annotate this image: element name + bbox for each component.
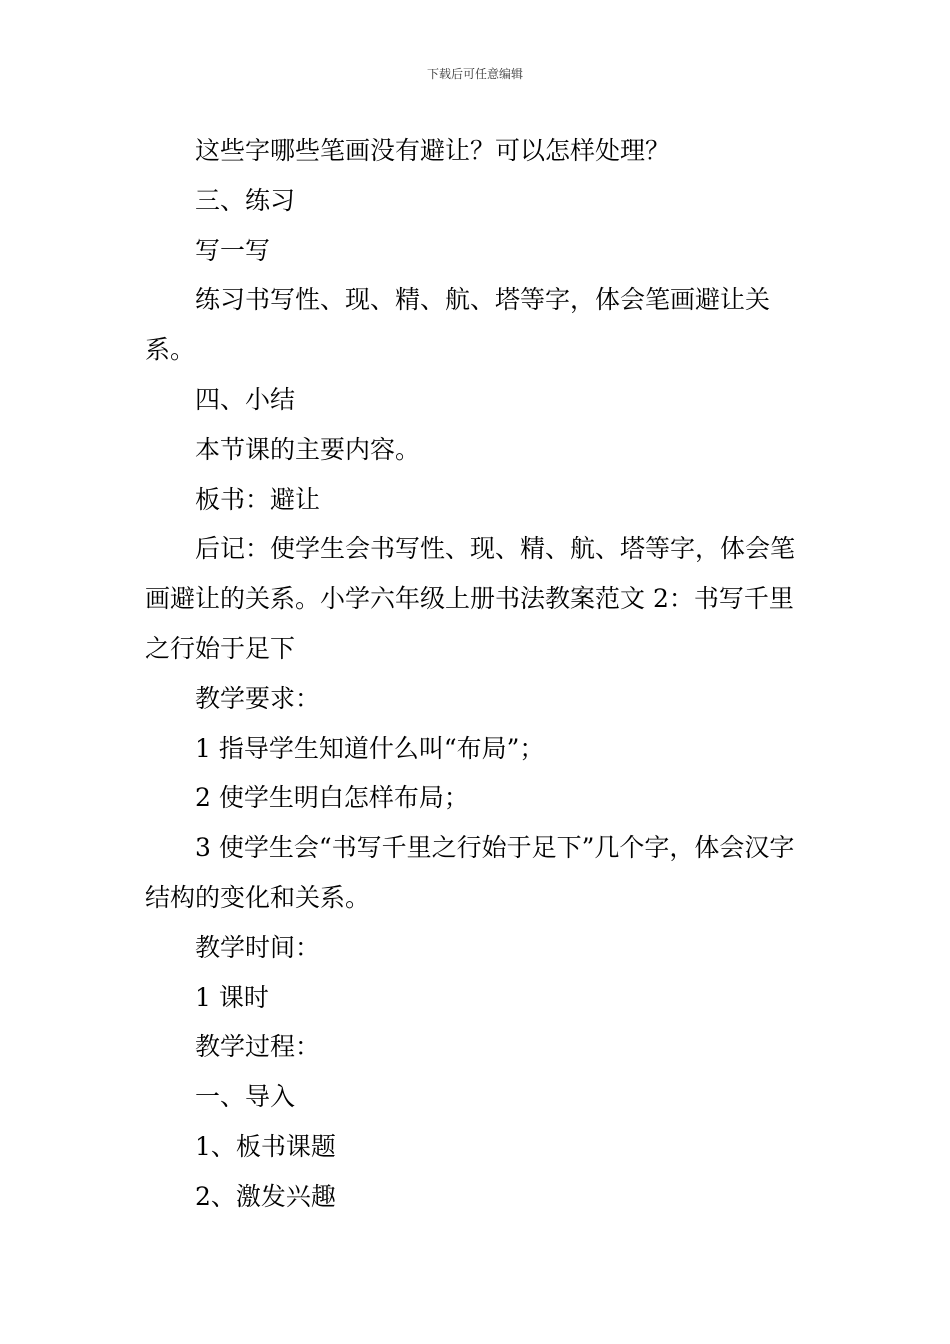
- list-item: 1 指导学生知道什么叫“布局”；: [195, 733, 545, 763]
- paragraph: 本节课的主要内容。: [195, 434, 421, 464]
- list-item: 2 使学生明白怎样布局；: [195, 783, 469, 813]
- paragraph: 教学过程：: [195, 1032, 321, 1062]
- paragraph: 1 课时: [195, 982, 269, 1012]
- section-heading: 三、练习: [195, 185, 296, 215]
- list-item: 3 使学生会“书写千里之行始于足下”几个字，体会汉字结构的变化和关系。: [145, 833, 795, 912]
- list-item: 1、板书课题: [195, 1131, 336, 1161]
- paragraph: 教学要求：: [195, 683, 321, 713]
- paragraph: 板书：避让: [195, 484, 321, 514]
- section-heading: 一、导入: [195, 1082, 296, 1112]
- paragraph: 练习书写性、现、精、航、塔等字，体会笔画避让关系。: [145, 285, 771, 365]
- list-item: 2、激发兴趣: [195, 1181, 336, 1211]
- paragraph: 这些字哪些笔画没有避让？可以怎样处理？: [195, 136, 671, 165]
- paragraph: 后记：使学生会书写性、现、精、航、塔等字，体会笔画避让的关系。小学六年级上册书法教案范文 2：书写千里之行始于足下: [145, 534, 796, 663]
- paragraph: 写一写: [195, 235, 271, 265]
- section-heading: 四、小结: [195, 384, 296, 414]
- page-header: 下载后可任意编辑: [426, 67, 523, 81]
- document-body: [145, 126, 810, 1222]
- paragraph: 教学时间：: [195, 932, 321, 962]
